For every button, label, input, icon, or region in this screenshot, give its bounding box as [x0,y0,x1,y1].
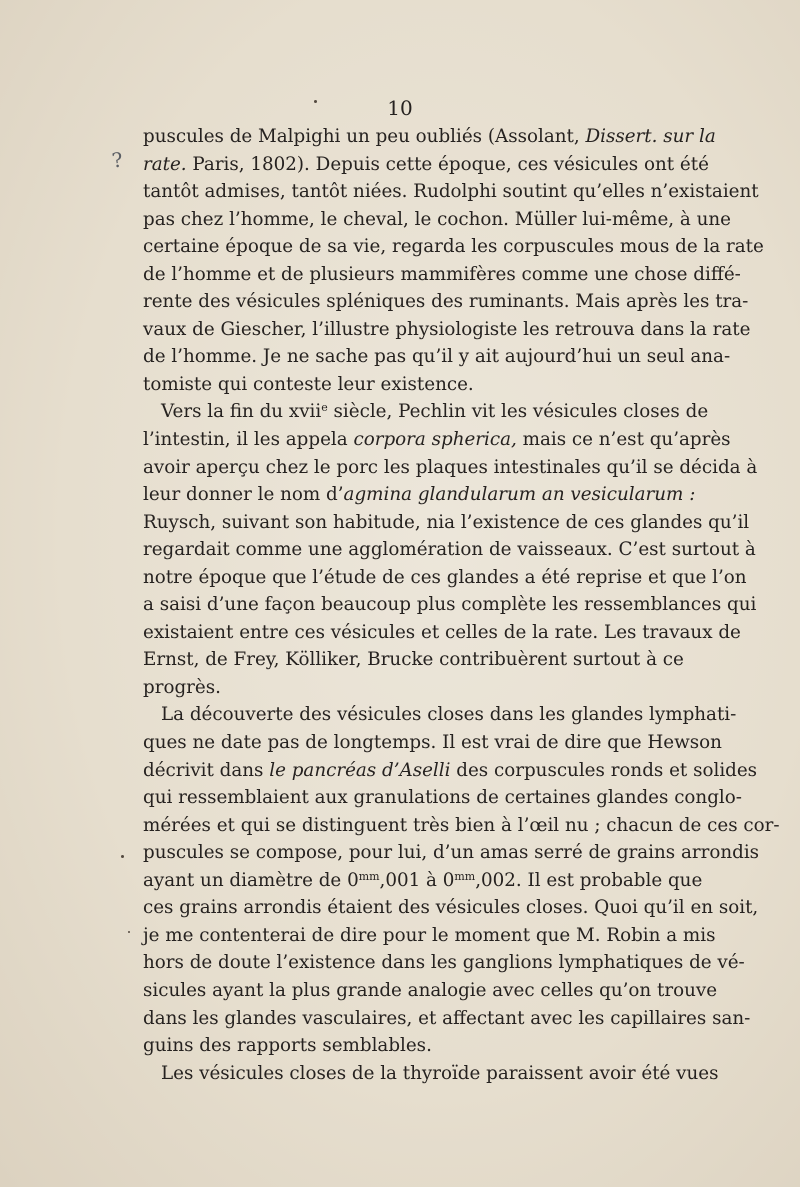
text-line: de l’homme. Je ne sache pas qu’il y ait aujourd’hui un seul ana- [143,346,731,368]
text-line: tomiste qui conteste leur existence. [143,373,474,395]
text-line: vaux de Giescher, l’illustre physiologiste les retrouva dans la rate [143,318,751,340]
text-line: rate. Paris, 1802). Depuis cette époque, ces vésicules ont été [143,153,709,175]
text-line: ques ne date pas de longtemps. Il est vrai de dire que Hewson [143,732,722,754]
paper-speck [128,931,130,933]
text-line: je me contenterai de dire pour le moment que M. Robin a mis [143,924,716,946]
text-line: existaient entre ces vésicules et celles de la rate. Les travaux de [143,621,741,643]
text-line: de l’homme et de plusieurs mammifères comme une chose diffé- [143,263,741,285]
text-line: a saisi d’une façon beaucoup plus complète les ressemblances qui [143,594,757,616]
text-line: qui ressemblaient aux granulations de certaines glandes conglo- [143,787,742,809]
handwritten-margin-mark: ? [110,147,125,173]
page-number: 10 [387,96,413,120]
text-line: avoir aperçu chez le porc les plaques intestinales qu’il se décida à [143,456,758,478]
text-line: hors de doute l’existence dans les ganglions lymphatiques de vé- [143,952,745,974]
text-line: pas chez l’homme, le cheval, le cochon. Müller lui-même, à une [143,208,731,230]
text-line: regardait comme une agglomération de vaisseaux. C’est surtout à [143,539,756,561]
text-line: décrivit dans le pancréas d’Aselli des corpuscules ronds et solides [143,759,758,781]
text-line: notre époque que l’étude de ces glandes a été reprise et que l’on [143,566,747,588]
text-line: tantôt admises, tantôt niées. Rudolphi soutint qu’elles n’existaient [143,181,759,203]
text-line: certaine époque de sa vie, regarda les corpuscules mous de la rate [143,236,764,258]
text-line: Les vésicules closes de la thyroïde paraissent avoir été vues [161,1062,719,1084]
text-line: rente des vésicules spléniques des ruminants. Mais après les tra- [143,291,749,313]
paper-speck [121,855,124,858]
paper-speck [314,100,317,103]
text-line: La découverte des vésicules closes dans les glandes lymphati- [161,704,737,726]
text-line: sicules ayant la plus grande analogie avec celles qu’on trouve [143,979,718,1001]
text-line: ces grains arrondis étaient des vésicules closes. Quoi qu’il en soit, [143,897,759,919]
body-text [143,123,780,1087]
text-line: Vers la fin du xvii$^e$ siècle, Pechlin vit les vésicules closes de [161,401,709,423]
text-line: Ruysch, suivant son habitude, nia l’existence de ces glandes qu’il [143,511,750,533]
text-line: puscules se compose, pour lui, d’un amas serré de grains arrondis [143,842,760,864]
text-line: dans les glandes vasculaires, et affectant avec les capillaires san- [143,1007,751,1029]
text-line: mérées et qui se distinguent très bien à l’œil nu ; chacun de ces cor- [143,814,780,836]
text-line: l’intestin, il les appela corpora spherica, mais ce n’est qu’après [143,429,731,451]
text-line: Ernst, de Frey, Kölliker, Brucke contribuèrent surtout à ce [143,649,684,671]
text-line: progrès. [143,676,221,698]
text-line: leur donner le nom d’agmina glandularum an vesicularum : [143,484,696,506]
text-line: guins des rapports semblables. [143,1035,432,1057]
text-line: ayant un diamètre de $0^{mm},001$ à $0^{mm},002$. Il est probable que [143,869,703,891]
text-line: puscules de Malpighi un peu oubliés (Assolant, Dissert. sur la [143,126,716,147]
